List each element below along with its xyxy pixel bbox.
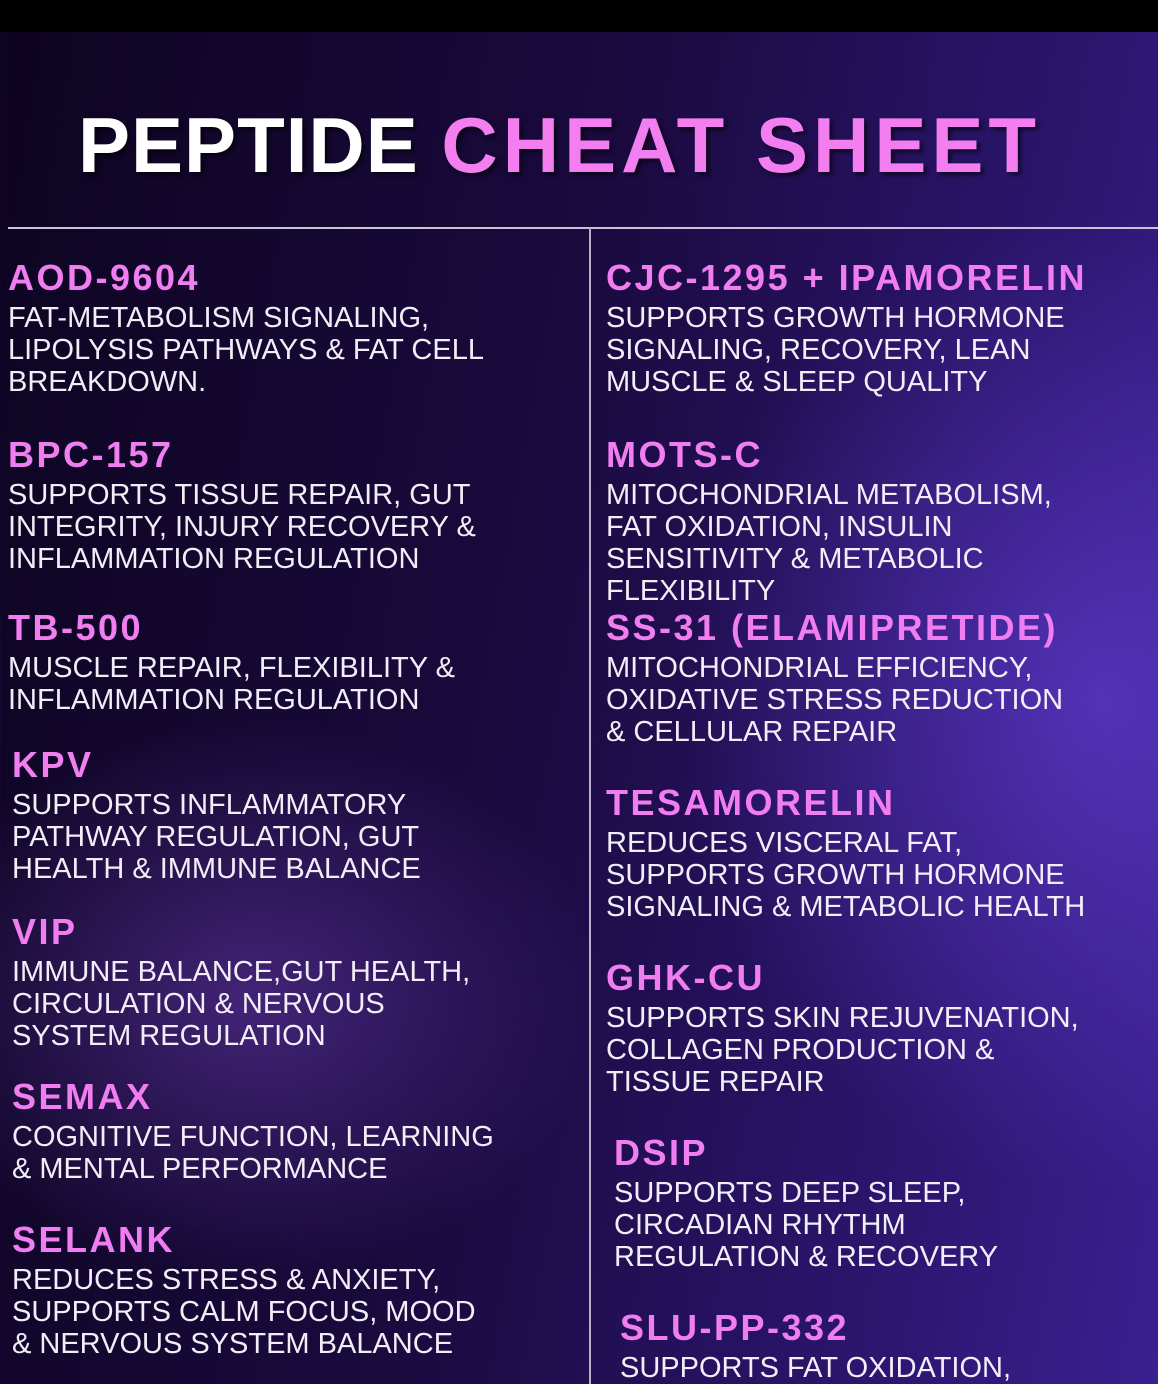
peptide-name: SELANK: [12, 1219, 176, 1260]
peptide-entry: [8, 606, 568, 716]
peptide-entry: [620, 1306, 1158, 1384]
peptide-description: SUPPORTS TISSUE REPAIR, GUT INTEGRITY, INJURY RECOVERY & INFLAMMATION REGULATION: [8, 479, 476, 575]
column-divider: [589, 228, 591, 1384]
peptide-name: CJC-1295 + IPAMORELIN: [606, 257, 1087, 298]
peptide-entry: [606, 956, 1158, 1098]
peptide-name: AOD-9604: [8, 257, 201, 298]
peptide-description: SUPPORTS FAT OXIDATION,: [620, 1352, 1012, 1384]
peptide-name: TESAMORELIN: [606, 782, 896, 823]
header-divider: [8, 227, 1158, 229]
peptide-description: MITOCHONDRIAL EFFICIENCY, OXIDATIVE STRESS REDUCTION & CELLULAR REPAIR: [606, 652, 1064, 748]
peptide-description: SUPPORTS INFLAMMATORY PATHWAY REGULATION, GUT HEALTH & IMMUNE BALANCE: [12, 789, 421, 885]
peptide-name: GHK-CU: [606, 957, 765, 998]
peptide-name: MOTS-C: [606, 434, 763, 475]
peptide-description: SUPPORTS GROWTH HORMONE SIGNALING, RECOVERY, LEAN MUSCLE & SLEEP QUALITY: [606, 302, 1065, 398]
peptide-name: VIP: [12, 911, 78, 952]
peptide-description: SUPPORTS DEEP SLEEP, CIRCADIAN RHYTHM REGULATION & RECOVERY: [614, 1177, 999, 1273]
peptide-name: BPC-157: [8, 434, 174, 475]
peptide-name: SLU-PP-332: [620, 1307, 850, 1348]
peptide-description: COGNITIVE FUNCTION, LEARNING & MENTAL PERFORMANCE: [12, 1121, 494, 1185]
peptide-name: SS-31 (ELAMIPRETIDE): [606, 607, 1059, 648]
peptide-name: SEMAX: [12, 1076, 153, 1117]
peptide-description: MITOCHONDRIAL METABOLISM, FAT OXIDATION, INSULIN SENSITIVITY & METABOLIC FLEXIBILITY: [606, 479, 1052, 607]
peptide-name: DSIP: [614, 1132, 709, 1173]
top-bar: [0, 0, 1158, 32]
peptide-description: MUSCLE REPAIR, FLEXIBILITY & INFLAMMATION REGULATION: [8, 652, 455, 716]
peptide-description: SUPPORTS SKIN REJUVENATION, COLLAGEN PRODUCTION & TISSUE REPAIR: [606, 1002, 1079, 1098]
title-part-1: PEPTIDE: [78, 101, 419, 189]
peptide-entry: [606, 606, 1158, 748]
peptide-name: KPV: [12, 744, 94, 785]
peptide-entry: [12, 910, 572, 1052]
peptide-entry: [614, 1131, 1158, 1273]
peptide-entry: [12, 743, 572, 885]
peptide-entry: [8, 256, 568, 398]
peptide-description: REDUCES VISCERAL FAT, SUPPORTS GROWTH HORMONE SIGNALING & METABOLIC HEALTH: [606, 827, 1086, 923]
peptide-description: REDUCES STRESS & ANXIETY, SUPPORTS CALM FOCUS, MOOD & NERVOUS SYSTEM BALANCE: [12, 1264, 476, 1360]
peptide-entry: [12, 1218, 572, 1360]
peptide-entry: [606, 256, 1158, 398]
peptide-description: FAT-METABOLISM SIGNALING, LIPOLYSIS PATHWAYS & FAT CELL BREAKDOWN.: [8, 302, 484, 398]
peptide-description: IMMUNE BALANCE,GUT HEALTH, CIRCULATION & NERVOUS SYSTEM REGULATION: [12, 956, 471, 1052]
peptide-entry: [8, 433, 568, 575]
peptide-entry: [606, 781, 1158, 923]
peptide-name: TB-500: [8, 607, 144, 648]
peptide-entry: [606, 433, 1158, 607]
page-title: [78, 100, 1041, 191]
title-part-2: CHEAT SHEET: [441, 101, 1042, 189]
peptide-entry: [12, 1075, 572, 1185]
